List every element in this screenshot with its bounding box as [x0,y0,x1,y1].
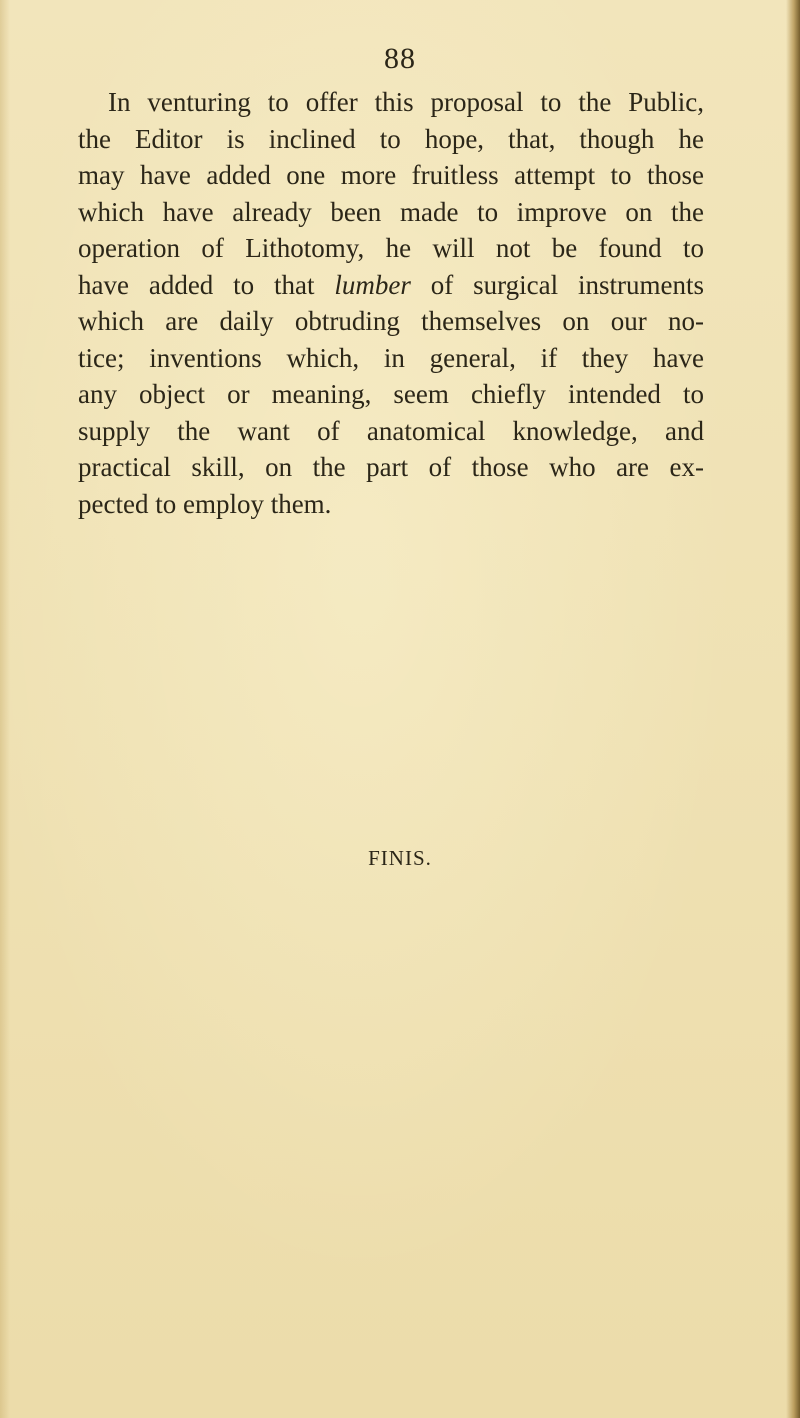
text-line: operation of Lithotomy, he will not be found to [78,233,704,263]
page-number: 88 [384,42,416,75]
text-line: supply the want of anatomical knowledge, and [78,415,704,446]
text-line: any object or meaning, seem chiefly intended to [78,379,704,409]
page-left-shadow [0,0,10,1418]
text-line: In venturing to offer this proposal to the Public, [108,87,704,117]
text-line: which have already been made to improve on the [78,196,704,227]
text-line: practical skill, on the part of those who are ex- [78,452,704,482]
finis-label: FINIS. [368,846,432,870]
text-line: tice; inventions which, in general, if they have [78,342,704,373]
italic-word: lumber [334,269,411,300]
text-line: pected to employ them. [78,488,332,519]
page-right-edge-shadow [786,0,800,1418]
text-line: have added to that lumber of surgical instruments [78,269,704,300]
text-line: may have added one more fruitless attempt to those [78,160,704,190]
paragraph [78,84,704,522]
text-line: which are daily obtruding themselves on our no- [78,306,704,336]
text-line: the Editor is inclined to hope, that, though he [78,123,704,154]
